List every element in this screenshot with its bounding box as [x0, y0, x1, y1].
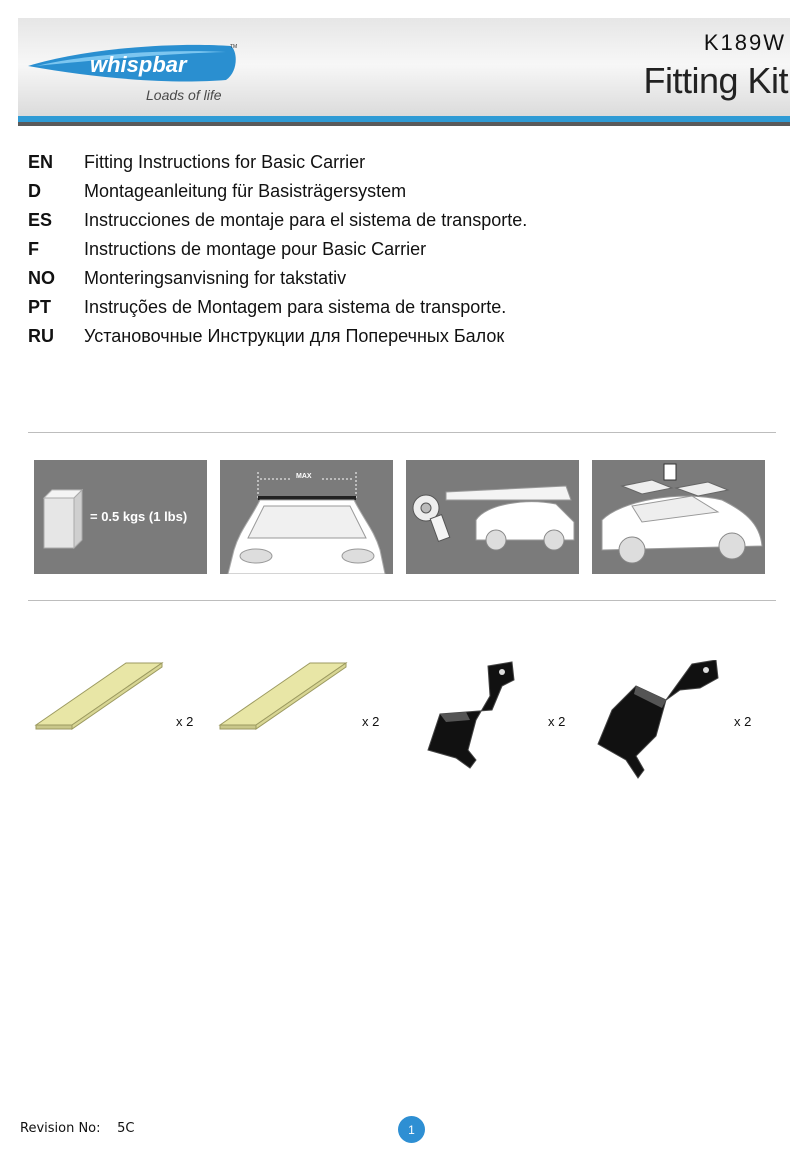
- language-row-es: [28, 206, 527, 235]
- language-code: RU: [28, 326, 54, 346]
- language-row-d: [28, 177, 527, 206]
- language-row-ru: [28, 322, 527, 351]
- rubber-pad-part: [218, 655, 348, 735]
- language-text: Monteringsanvisning for takstativ: [84, 268, 347, 288]
- part-quantity: x 2: [548, 714, 566, 729]
- language-text: Instruções de Montagem para sistema de transporte.: [84, 297, 507, 317]
- weight-label: = 0.5 kgs (1 lbs): [90, 509, 188, 524]
- language-text: Instrucciones de montaje para el sistema de transporte.: [84, 210, 528, 230]
- revision-label: Revision No:: [20, 1121, 101, 1136]
- trademark-mark: TM: [230, 44, 238, 50]
- strap-panel: [406, 460, 579, 574]
- whispbar-logo: [26, 40, 246, 92]
- page-number-badge: 1: [398, 1116, 425, 1143]
- product-code: K189W: [703, 30, 786, 55]
- language-text: Montageanleitung für Basisträgersystem: [84, 181, 407, 201]
- language-row-pt: [28, 293, 527, 322]
- weight-panel: [34, 460, 207, 574]
- tagline: Loads of life: [146, 87, 222, 103]
- language-row-f: [28, 235, 527, 264]
- car-with-load-icon: [592, 460, 765, 574]
- part-quantity: x 2: [734, 714, 752, 729]
- language-code: D: [28, 181, 41, 201]
- language-code: F: [28, 239, 39, 259]
- rubber-pad-part: [34, 655, 164, 735]
- brand-name: whispbar: [90, 52, 187, 77]
- small-bracket-part: [426, 660, 526, 770]
- revision-info: [20, 1121, 134, 1136]
- revision-value: 5C: [117, 1121, 135, 1136]
- language-row-no: [28, 264, 527, 293]
- language-row-en: [28, 148, 527, 177]
- language-code: EN: [28, 152, 54, 172]
- language-code: ES: [28, 210, 53, 230]
- max-label: MAX: [296, 473, 312, 480]
- section-divider: [28, 600, 776, 601]
- section-divider: [28, 432, 776, 433]
- large-bracket-part: [596, 660, 726, 780]
- part-quantity: x 2: [176, 714, 194, 729]
- language-code: NO: [28, 268, 55, 288]
- language-text: Fitting Instructions for Basic Carrier: [84, 152, 366, 172]
- language-text: Установочные Инструкции для Поперечных Балок: [84, 326, 505, 346]
- document-title: Fitting Kit: [643, 60, 788, 101]
- header-stripe-gray: [18, 122, 790, 126]
- language-list: [28, 148, 527, 351]
- load-panel: [592, 460, 765, 574]
- language-code: PT: [28, 297, 52, 317]
- part-quantity: x 2: [362, 714, 380, 729]
- max-width-panel: [220, 460, 393, 574]
- car-with-strap-icon: [406, 460, 579, 574]
- language-text: Instructions de montage pour Basic Carrier: [84, 239, 427, 259]
